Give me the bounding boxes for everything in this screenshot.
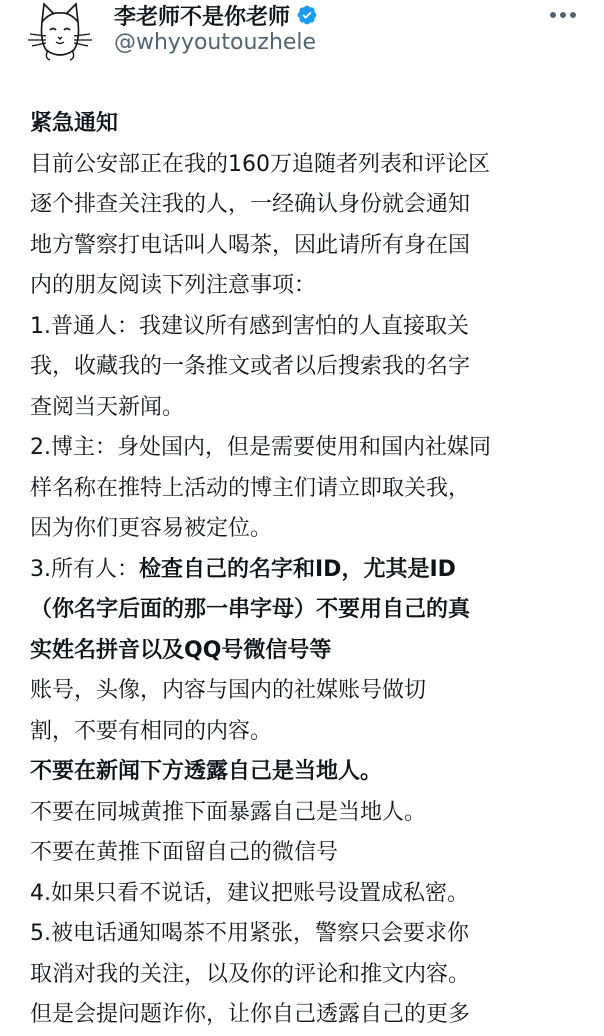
tweet-line: 但是会提问题诈你，让你自己透露自己的更多 — [30, 1002, 471, 1027]
more-options-dots — [548, 10, 578, 20]
tweet-line: 样名称在推特上活动的博主们请立即取关我， — [30, 475, 471, 501]
tweet-line: 4.如果只看不说话，建议把账号设置成私密。 — [30, 880, 469, 906]
tweet-line: 逐个排查关注我的人，一经确认身份就会通知 — [30, 192, 471, 217]
cat-avatar-drawing — [24, 0, 96, 64]
more-options-icon[interactable] — [546, 2, 580, 28]
user-handle[interactable]: @whyyoutouzhele — [114, 30, 317, 55]
tweet-line: 内的朋友阅读下列注意事项： — [30, 273, 317, 298]
tweet-line: 1.普通人：我建议所有感到害怕的人直接取关 — [30, 313, 469, 339]
tweet-line: 目前公安部正在我的160万追随者列表和评论区 — [30, 151, 490, 177]
verified-badge-drawing — [296, 4, 318, 26]
tweet-line: 2.博主：身处国内，但是需要使用和国内社媒同 — [30, 435, 491, 460]
tweet-line: 5.被电话通知喝茶不用紧张，警察只会要求你 — [30, 921, 469, 946]
tweet-line: 账号，头像，内容与国内的社媒账号做切 — [30, 678, 427, 703]
tweet-line: 取消对我的关注，以及你的评论和推文内容。 — [30, 961, 471, 987]
name-row — [114, 0, 318, 30]
tweet-bold-warning: 不要在新闻下方透露自己是当地人。 — [30, 759, 383, 784]
tweet-line: 地方警察打电话叫人喝茶，因此请所有身在国 — [30, 232, 471, 258]
tweet-header — [0, 0, 604, 80]
tweet-line: 因为你们更容易被定位。 — [30, 516, 273, 541]
tweet-line: 不要在黄推下面留自己的微信号 — [30, 840, 339, 865]
tweet-line-all-prefix: 3.所有人： — [30, 556, 139, 582]
tweet-line: 不要在同城黄推下面暴露自己是当地人。 — [30, 799, 427, 825]
display-name[interactable]: 李老师不是你老师 — [114, 4, 291, 30]
cat-avatar-icon[interactable] — [24, 0, 96, 64]
tweet-line-all-bold: 检查自己的名字和ID，尤其是ID — [139, 556, 456, 582]
tweet-line: 割，不要有相同的内容。 — [30, 718, 273, 744]
tweet-line: 查阅当天新闻。 — [30, 394, 185, 420]
verified-badge-icon — [296, 4, 318, 26]
tweet-text — [30, 104, 590, 1036]
tweet-bold-line: （你名字后面的那一串字母）不要用自己的真 — [30, 597, 471, 622]
tweet-line-all — [30, 550, 590, 591]
tweet-bold-line: 实姓名拼音以及QQ号微信号等 — [30, 637, 332, 663]
tweet-line: 我，收藏我的一条推文或者以后搜索我的名字 — [30, 354, 471, 379]
tweet-title: 紧急通知 — [30, 111, 119, 136]
